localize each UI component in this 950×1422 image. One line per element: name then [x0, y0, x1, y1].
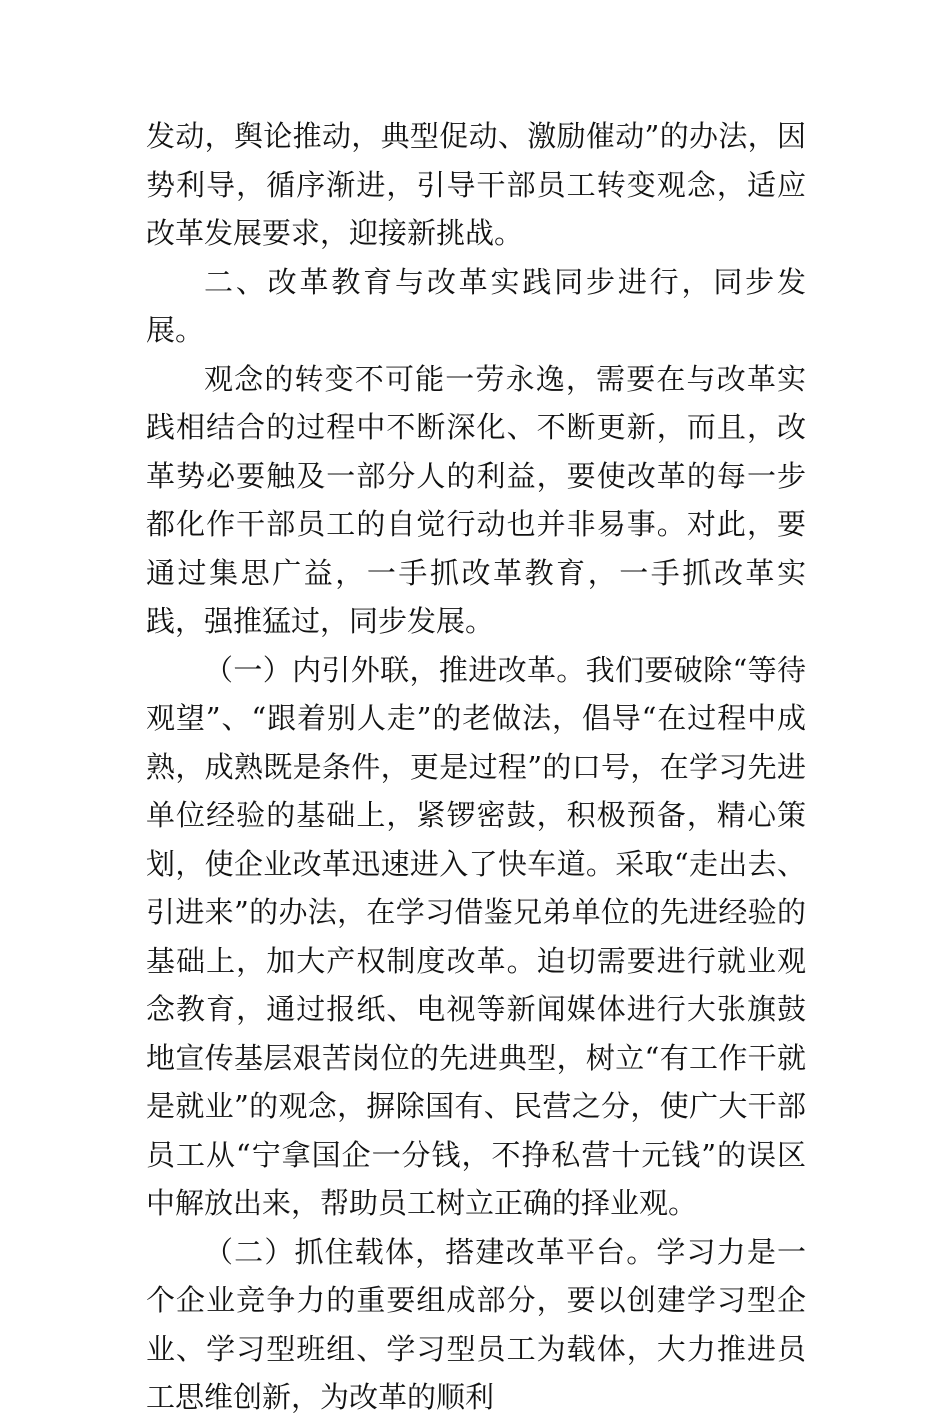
paragraph-subsection-2: （二）抓住载体，搭建改革平台。学习力是一个企业竞争力的重要组成部分，要以创建学习型企业、学习型班组、学习型员工为载体，大力推进员工思维创新，为改革的顺利 — [146, 1234, 806, 1414]
document-body — [146, 112, 806, 1422]
paragraph-continuation: 发动，舆论推动，典型促动、激励催动”的办法，因势利导，循序渐进，引导干部员工转变观念，适应改革发展要求，迎接新挑战。 — [146, 119, 806, 250]
paragraph-subsection-1: （一）内引外联，推进改革。我们要破除“等待观望”、“跟着别人走”的老做法，倡导“在过程中成熟，成熟既是条件，更是过程”的口号，在学习先进单位经验的基础上，紧锣密鼓，积极预备，精心策划，使企业改革迅速进入了快车道。采取“走出去、引进来”的办法，在学习借鉴兄弟单位的先进经验的基础上，加大产权制度改革。迫切需要进行就业观念教育，通过报纸、电视等新闻媒体进行大张旗鼓地宣传基层艰苦岗位的先进典型，树立“有工作干就是就业”的观念，摒除国有、民营之分，使广大干部员工从“宁拿国企一分钱，不挣私营十元钱”的误区中解放出来，帮助员工树立正确的择业观。 — [146, 652, 806, 1220]
section-heading-2: 二、改革教育与改革实践同步进行，同步发展。 — [146, 264, 806, 347]
paragraph-concept-change: 观念的转变不可能一劳永逸，需要在与改革实践相结合的过程中不断深化、不断更新，而且，改革势必要触及一部分人的利益，要使改革的每一步都化作干部员工的自觉行动也并非易事。对此，要通过集思广益，一手抓改革教育，一手抓改革实践，强推猛过，同步发展。 — [146, 361, 806, 638]
